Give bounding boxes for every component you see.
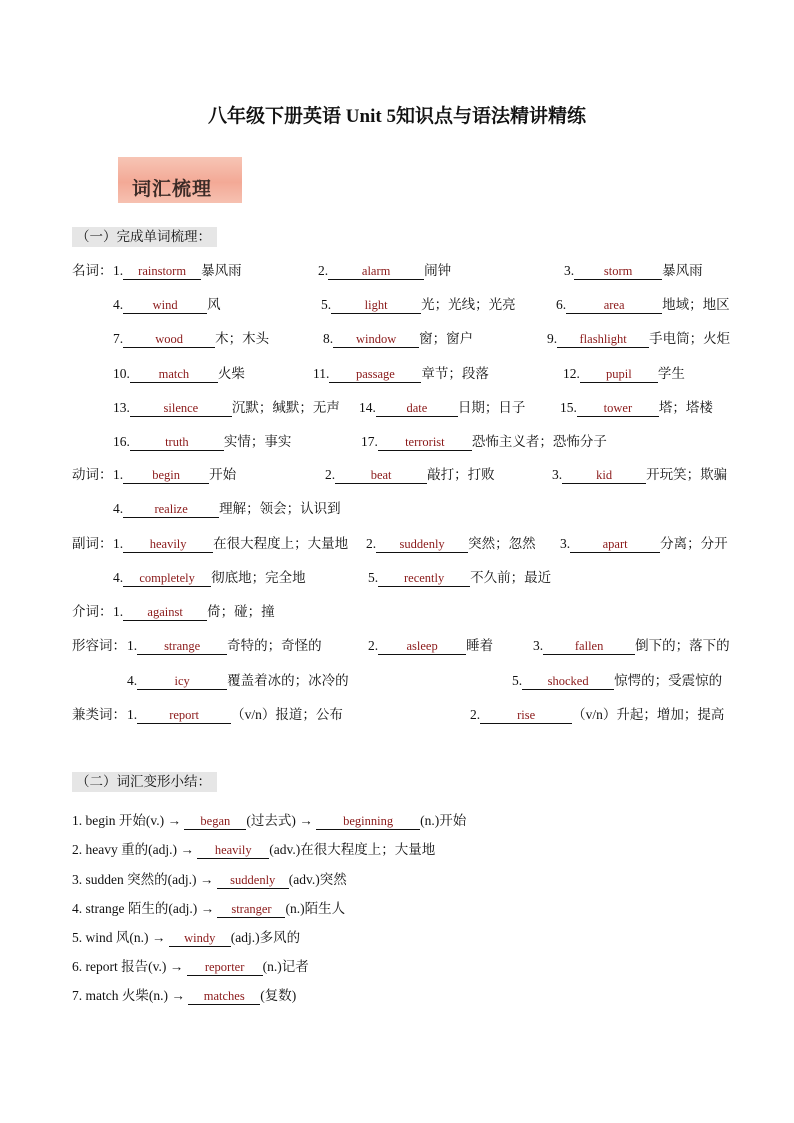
word-form-answer-blank: windy xyxy=(169,931,231,947)
word-form-answer-blank: began xyxy=(184,814,246,830)
vocab-answer-blank: silence xyxy=(130,401,232,417)
vocab-item xyxy=(113,603,275,621)
vocab-meaning: 睡着 xyxy=(466,638,494,653)
vocab-item xyxy=(359,399,525,417)
vocab-item xyxy=(366,535,536,553)
vocab-answer-blank: terrorist xyxy=(378,435,472,451)
vocab-answer-blank: storm xyxy=(574,264,662,280)
vocab-answer-blank: against xyxy=(123,605,207,621)
vocab-meaning: 塔；塔楼 xyxy=(658,400,713,415)
vocab-item xyxy=(113,262,242,280)
vocab-item xyxy=(321,296,516,314)
word-form-answer-blank: suddenly xyxy=(217,873,289,889)
vocab-item xyxy=(127,706,343,724)
vocab-item xyxy=(113,433,291,451)
vocab-answer-blank: alarm xyxy=(328,264,424,280)
vocab-meaning: 木；木头 xyxy=(215,331,270,346)
vocab-answer-blank: light xyxy=(331,298,421,314)
word-form-item xyxy=(72,987,296,1005)
vocab-number: 8. xyxy=(323,331,334,346)
vocab-item xyxy=(560,535,728,553)
vocab-number: 4. xyxy=(127,673,138,688)
vocab-meaning: 手电筒；火炬 xyxy=(649,331,731,346)
vocab-meaning: 风 xyxy=(207,297,221,312)
vocab-answer-blank: report xyxy=(137,708,231,724)
category-noun: 名词： xyxy=(72,263,113,278)
vocab-number: 7. xyxy=(113,331,124,346)
section-heading-1: （一）完成单词梳理： xyxy=(72,227,217,247)
word-form-base: 6. report 报告(v.) → xyxy=(72,959,187,974)
vocab-number: 15. xyxy=(560,400,577,415)
word-form-item xyxy=(72,812,466,830)
vocab-meaning: 开玩笑；欺骗 xyxy=(646,467,728,482)
vocab-number: 4. xyxy=(113,570,124,585)
vocab-item xyxy=(113,399,340,417)
vocab-meaning: 突然；忽然 xyxy=(468,536,536,551)
vocab-number: 6. xyxy=(556,297,567,312)
vocab-answer-blank: completely xyxy=(123,571,211,587)
vocab-meaning: 恐怖主义者；恐怖分子 xyxy=(471,434,607,449)
word-form-answer-blank: heavily xyxy=(197,843,269,859)
word-form-meaning: (adv.)突然 xyxy=(288,872,347,887)
vocab-meaning: 光；光线；光亮 xyxy=(421,297,516,312)
vocab-number: 1. xyxy=(113,536,124,551)
vocab-answer-blank: rainstorm xyxy=(123,264,201,280)
vocab-answer-blank: pupil xyxy=(580,367,658,383)
vocab-answer-blank: truth xyxy=(130,435,224,451)
vocab-item xyxy=(113,569,306,587)
vocab-number: 17. xyxy=(361,434,378,449)
vocab-number: 1. xyxy=(113,263,124,278)
word-form-item xyxy=(72,958,309,976)
vocab-meaning: （v/n）升起；增加；提高 xyxy=(572,707,725,722)
vocab-meaning: 火柴 xyxy=(217,366,245,381)
vocab-number: 2. xyxy=(366,536,377,551)
vocab-number: 1. xyxy=(113,467,124,482)
vocab-number: 5. xyxy=(512,673,523,688)
word-form-answer-blank: reporter xyxy=(187,960,263,976)
vocab-number: 2. xyxy=(368,638,379,653)
vocab-answer-blank: heavily xyxy=(123,537,213,553)
vocab-answer-blank: flashlight xyxy=(557,332,649,348)
vocab-item xyxy=(113,296,221,314)
vocab-meaning: （v/n）报道；公布 xyxy=(231,707,343,722)
vocab-answer-blank: recently xyxy=(378,571,470,587)
category-adverb: 副词： xyxy=(72,536,113,551)
vocab-answer-blank: kid xyxy=(562,468,646,484)
vocab-item xyxy=(368,637,493,655)
word-form-meaning: (复数) xyxy=(260,988,297,1003)
vocab-item xyxy=(127,672,349,690)
vocab-answer-blank: beat xyxy=(335,468,427,484)
vocab-item xyxy=(533,637,730,655)
section-heading-2: （二）词汇变形小结： xyxy=(72,772,217,792)
vocabulary-banner xyxy=(118,157,242,203)
vocab-number: 1. xyxy=(113,604,124,619)
vocab-meaning: 暴风雨 xyxy=(662,263,703,278)
vocab-meaning: 倚；碰；撞 xyxy=(207,604,275,619)
vocab-number: 3. xyxy=(533,638,544,653)
word-form-meaning: (n.)陌生人 xyxy=(285,901,346,916)
vocab-item xyxy=(325,466,495,484)
vocab-answer-blank: wind xyxy=(123,298,207,314)
word-form-answer-blank: matches xyxy=(188,989,260,1005)
vocab-number: 5. xyxy=(321,297,332,312)
vocab-answer-blank: shocked xyxy=(522,674,614,690)
vocab-answer-blank: rise xyxy=(480,708,572,724)
vocab-item xyxy=(552,466,727,484)
vocab-number: 12. xyxy=(563,366,580,381)
word-form-base: 4. strange 陌生的(adj.) → xyxy=(72,901,218,916)
vocab-number: 2. xyxy=(470,707,481,722)
vocab-meaning: 奇特的；奇怪的 xyxy=(227,638,322,653)
word-form-meaning: (n.)开始 xyxy=(420,813,467,828)
vocab-answer-blank: window xyxy=(333,332,419,348)
vocab-meaning: 分离；分开 xyxy=(660,536,728,551)
word-form-meaning: (adv.)在很大程度上；大量地 xyxy=(269,842,436,857)
word-form-base: 7. match 火柴(n.) → xyxy=(72,988,189,1003)
vocab-answer-blank: fallen xyxy=(543,639,635,655)
vocab-meaning: 开始 xyxy=(209,467,237,482)
vocab-item xyxy=(113,330,269,348)
vocab-number: 16. xyxy=(113,434,130,449)
word-form-answer-blank: stranger xyxy=(217,902,285,918)
vocab-answer-blank: begin xyxy=(123,468,209,484)
vocab-meaning: 在很大程度上；大量地 xyxy=(213,536,349,551)
vocab-number: 1. xyxy=(127,707,138,722)
vocab-answer-blank: area xyxy=(566,298,662,314)
vocab-answer-blank: apart xyxy=(570,537,660,553)
vocab-item xyxy=(560,399,713,417)
word-form-item xyxy=(72,871,347,889)
vocab-meaning: 学生 xyxy=(657,366,685,381)
vocab-number: 11. xyxy=(313,366,330,381)
category-verb: 动词： xyxy=(72,467,113,482)
vocab-item xyxy=(361,433,607,451)
vocab-meaning: 不久前；最近 xyxy=(470,570,552,585)
word-form-middle: (过去式) → xyxy=(246,813,317,828)
vocab-item xyxy=(470,706,724,724)
word-form-meaning: (n.)记者 xyxy=(262,959,309,974)
vocab-item xyxy=(113,535,348,553)
word-form-item xyxy=(72,929,300,947)
vocab-item xyxy=(368,569,551,587)
vocab-answer-blank: realize xyxy=(123,502,219,518)
vocab-meaning: 沉默；缄默；无声 xyxy=(231,400,340,415)
vocab-answer-blank: suddenly xyxy=(376,537,468,553)
vocab-answer-blank: asleep xyxy=(378,639,466,655)
vocab-item xyxy=(113,365,245,383)
vocab-meaning: 闹钟 xyxy=(424,263,452,278)
vocab-number: 2. xyxy=(325,467,336,482)
vocab-answer-blank: tower xyxy=(577,401,659,417)
vocab-number: 3. xyxy=(552,467,563,482)
vocab-answer-blank: match xyxy=(130,367,218,383)
vocab-item xyxy=(547,330,730,348)
vocab-number: 2. xyxy=(318,263,329,278)
vocab-meaning: 章节；段落 xyxy=(421,366,489,381)
vocab-item xyxy=(318,262,451,280)
word-form-item xyxy=(72,900,345,918)
vocab-number: 1. xyxy=(127,638,138,653)
vocab-item xyxy=(313,365,489,383)
vocab-answer-blank: passage xyxy=(329,367,421,383)
vocab-answer-blank: date xyxy=(376,401,458,417)
vocab-number: 13. xyxy=(113,400,130,415)
vocab-item xyxy=(556,296,730,314)
word-form-base: 1. begin 开始(v.) → xyxy=(72,813,185,828)
vocab-answer-blank: icy xyxy=(137,674,227,690)
vocab-number: 4. xyxy=(113,501,124,516)
vocab-meaning: 彻底地；完全地 xyxy=(211,570,306,585)
vocab-item xyxy=(563,365,685,383)
word-form-base: 5. wind 风(n.) → xyxy=(72,930,169,945)
word-form-base: 3. sudden 突然的(adj.) → xyxy=(72,872,217,887)
category-preposition: 介词： xyxy=(72,604,113,619)
word-form-base: 2. heavy 重的(adj.) → xyxy=(72,842,198,857)
banner-label: 词汇梳理 xyxy=(132,178,213,200)
vocab-number: 5. xyxy=(368,570,379,585)
vocab-answer-blank: strange xyxy=(137,639,227,655)
vocab-item xyxy=(323,330,473,348)
vocab-meaning: 理解；领会；认识到 xyxy=(219,501,341,516)
word-form-meaning: (adj.)多风的 xyxy=(230,930,301,945)
vocab-meaning: 敲打；打败 xyxy=(427,467,495,482)
word-form-item xyxy=(72,841,435,859)
vocab-number: 3. xyxy=(560,536,571,551)
category-multi-class: 兼类词： xyxy=(72,707,126,722)
category-adjective: 形容词： xyxy=(72,638,126,653)
vocab-meaning: 地域；地区 xyxy=(662,297,730,312)
vocab-meaning: 日期；日子 xyxy=(457,400,526,415)
word-form-answer-blank-2: beginning xyxy=(316,814,420,830)
vocab-number: 10. xyxy=(113,366,130,381)
vocab-meaning: 倒下的；落下的 xyxy=(635,638,730,653)
vocab-item xyxy=(512,672,722,690)
vocab-number: 4. xyxy=(113,297,124,312)
vocab-meaning: 覆盖着冰的；冰冷的 xyxy=(227,673,349,688)
vocab-number: 3. xyxy=(564,263,575,278)
vocab-number: 9. xyxy=(547,331,558,346)
vocab-item xyxy=(564,262,703,280)
vocab-number: 14. xyxy=(359,400,376,415)
vocab-meaning: 实情；事实 xyxy=(223,434,292,449)
page-title: 八年级下册英语 Unit 5知识点与语法精讲精练 xyxy=(208,106,586,127)
vocab-item xyxy=(113,500,341,518)
vocab-answer-blank: wood xyxy=(123,332,215,348)
vocab-item xyxy=(113,466,236,484)
vocab-item xyxy=(127,637,322,655)
vocab-meaning: 暴风雨 xyxy=(201,263,242,278)
vocab-meaning: 窗；窗户 xyxy=(419,331,474,346)
vocab-meaning: 惊愕的；受震惊的 xyxy=(614,673,723,688)
